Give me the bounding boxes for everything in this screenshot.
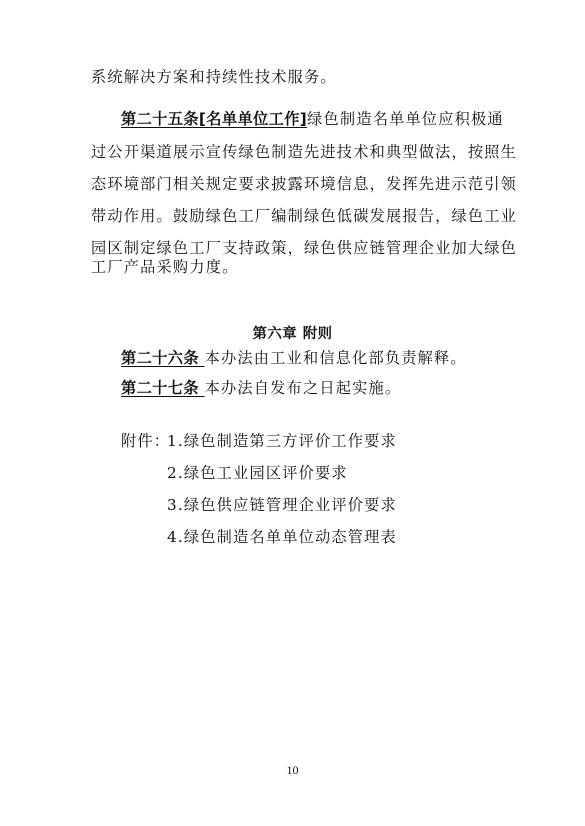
page-number: 10 bbox=[286, 763, 299, 777]
article-25-first-line bbox=[121, 112, 504, 127]
article-26-heading: 第二十六条 bbox=[121, 349, 205, 367]
attachment-item: 4.绿色制造名单单位动态管理表 bbox=[167, 528, 397, 546]
chapter-title: 第六章 附则 bbox=[252, 326, 333, 342]
article-25-line: 园区制定绿色工厂支持政策，绿色供应链管理企业加大绿色 bbox=[91, 239, 518, 257]
article-25-heading: 第二十五条[名单单位工作] bbox=[121, 110, 308, 128]
attachment-item: 1.绿色制造第三方评价工作要求 bbox=[167, 432, 397, 450]
attachment-item: 2.绿色工业园区评价要求 bbox=[167, 464, 348, 482]
article-25-line: 工厂产品采购力度。 bbox=[91, 258, 239, 276]
article-25-line: 带动作用。鼓励绿色工厂编制绿色低碳发展报告，绿色工业 bbox=[91, 207, 518, 225]
article-27-heading: 第二十七条 bbox=[121, 379, 205, 397]
article-25-text-start: 绿色制造名单单位应积极通 bbox=[307, 110, 504, 128]
article-26 bbox=[121, 351, 467, 366]
paragraph-continuation: 系统解决方案和持续性技术服务。 bbox=[91, 68, 337, 86]
article-25-line: 过公开渠道展示宣传绿色制造先进技术和典型做法，按照生 bbox=[91, 143, 518, 161]
article-25-line: 态环境部门相关规定要求披露环境信息，发挥先进示范引领 bbox=[91, 175, 518, 193]
article-27-text: 本办法自发布之日起实施。 bbox=[204, 379, 402, 397]
article-27 bbox=[121, 381, 401, 396]
attachments-label: 附件： bbox=[121, 432, 171, 450]
attachment-item: 3.绿色供应链管理企业评价要求 bbox=[167, 496, 397, 514]
article-26-text: 本办法由工业和信息化部负责解释。 bbox=[204, 349, 467, 367]
